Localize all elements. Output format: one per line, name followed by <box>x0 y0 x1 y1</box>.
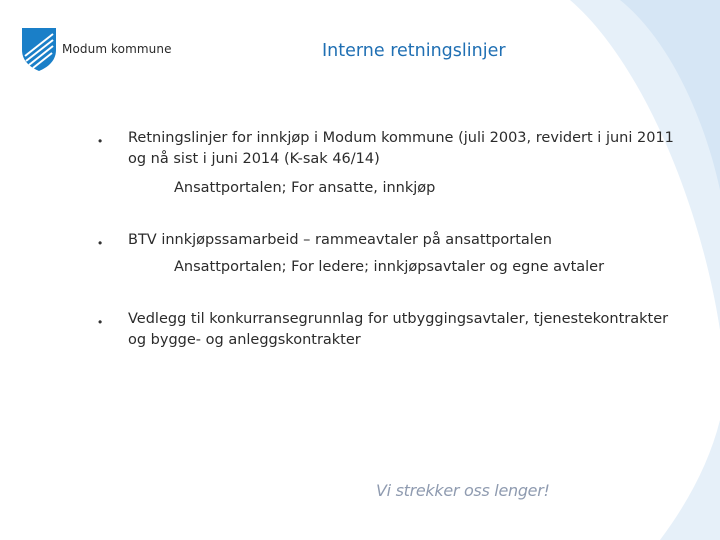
bullet-marker: • <box>98 315 103 329</box>
modum-coat-of-arms-icon <box>20 26 58 72</box>
bullet-item-1-sub: Ansattportalen; For ansatte, innkjøp <box>174 180 436 196</box>
bullet-item-3: Vedlegg til konkurransegrunnlag for utbyggingsavtaler, tjenestekontrakter og bygge- og anleggskontrakter <box>128 311 669 348</box>
slide-title: Interne retningslinjer <box>322 41 506 61</box>
bullet-item-2: BTV innkjøpssamarbeid – rammeavtaler på ansattportalen <box>128 232 552 248</box>
org-name: Modum kommune <box>62 42 172 56</box>
bullet-marker: • <box>98 134 103 148</box>
tagline: Vi strekker oss lenger! <box>376 481 550 500</box>
logo <box>20 26 172 72</box>
bullet-item-2-sub: Ansattportalen; For ledere; innkjøpsavtaler og egne avtaler <box>174 259 605 275</box>
bullet-marker: • <box>98 236 103 250</box>
bullet-item-1: Retningslinjer for innkjøp i Modum kommune (juli 2003, revidert i juni 2011 og nå sist i juni 2014 (K-sak 46/14) <box>128 130 674 167</box>
